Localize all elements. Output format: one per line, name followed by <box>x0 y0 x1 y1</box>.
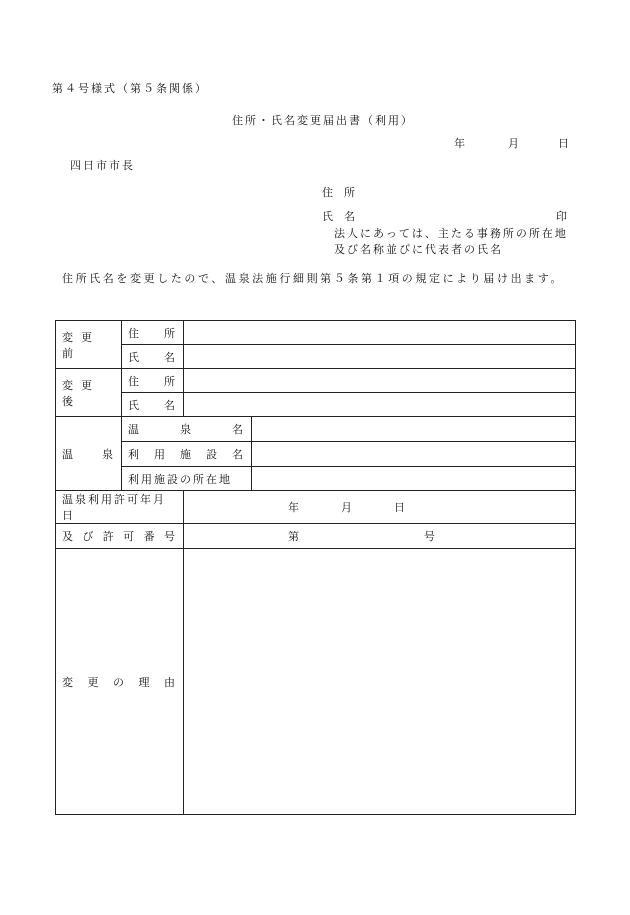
before-address-field[interactable] <box>184 321 576 345</box>
permit-date-label: 温泉利用許可年月日 <box>56 491 184 524</box>
permit-no-prefix: 第 <box>288 530 299 543</box>
permit-number-field[interactable] <box>184 524 576 549</box>
facility-name-label: 利 用 施 設 名 <box>122 442 252 467</box>
addressee: 四日市市長 <box>70 159 135 172</box>
before-name-field[interactable] <box>184 345 576 369</box>
after-name-label: 氏 名 <box>122 393 184 417</box>
change-reason-label: 変 更 の 理 由 <box>56 549 184 815</box>
after-name-field[interactable] <box>184 393 576 417</box>
date-year-label: 年 <box>454 137 465 150</box>
applicant-name-label: 氏 名 <box>322 210 355 223</box>
date-day-label: 日 <box>558 137 569 150</box>
permit-month-label: 月 <box>341 501 352 514</box>
before-change-label: 変更前 <box>56 321 122 369</box>
before-address-label: 住 所 <box>122 321 184 345</box>
facility-location-label: 利用施設の所在地 <box>122 467 252 491</box>
document-title: 住所・氏名変更届出書（利用） <box>232 114 414 127</box>
after-address-field[interactable] <box>184 369 576 393</box>
statement-paragraph: 住所氏名を変更したので、温泉法施行細則第５条第１項の規定により届け出ます。 <box>62 272 565 285</box>
change-reason-field[interactable] <box>184 549 576 815</box>
permit-day-label: 日 <box>394 501 405 514</box>
corporation-note-line1: 法人にあっては、主たる事務所の所在地 <box>334 227 568 240</box>
applicant-address-label: 住 所 <box>322 186 355 199</box>
after-address-label: 住 所 <box>122 369 184 393</box>
onsen-name-label: 温 泉 名 <box>122 417 252 442</box>
permit-no-suffix: 号 <box>424 530 435 543</box>
before-name-label: 氏 名 <box>122 345 184 369</box>
seal-mark: 印 <box>556 210 567 223</box>
form-number: 第４号様式（第５条関係） <box>52 82 208 95</box>
onsen-name-field[interactable] <box>252 417 576 442</box>
onsen-label: 温 泉 <box>56 417 122 491</box>
permit-year-label: 年 <box>288 501 299 514</box>
corporation-note-line2: 及び名称並びに代表者の氏名 <box>334 243 503 256</box>
change-form-table <box>55 320 576 815</box>
permit-date-field[interactable] <box>184 491 576 524</box>
date-month-label: 月 <box>508 137 519 150</box>
facility-location-field[interactable] <box>252 467 576 491</box>
permit-number-label: 及 び 許 可 番 号 <box>56 524 184 549</box>
after-change-label: 変更後 <box>56 369 122 417</box>
facility-name-field[interactable] <box>252 442 576 467</box>
